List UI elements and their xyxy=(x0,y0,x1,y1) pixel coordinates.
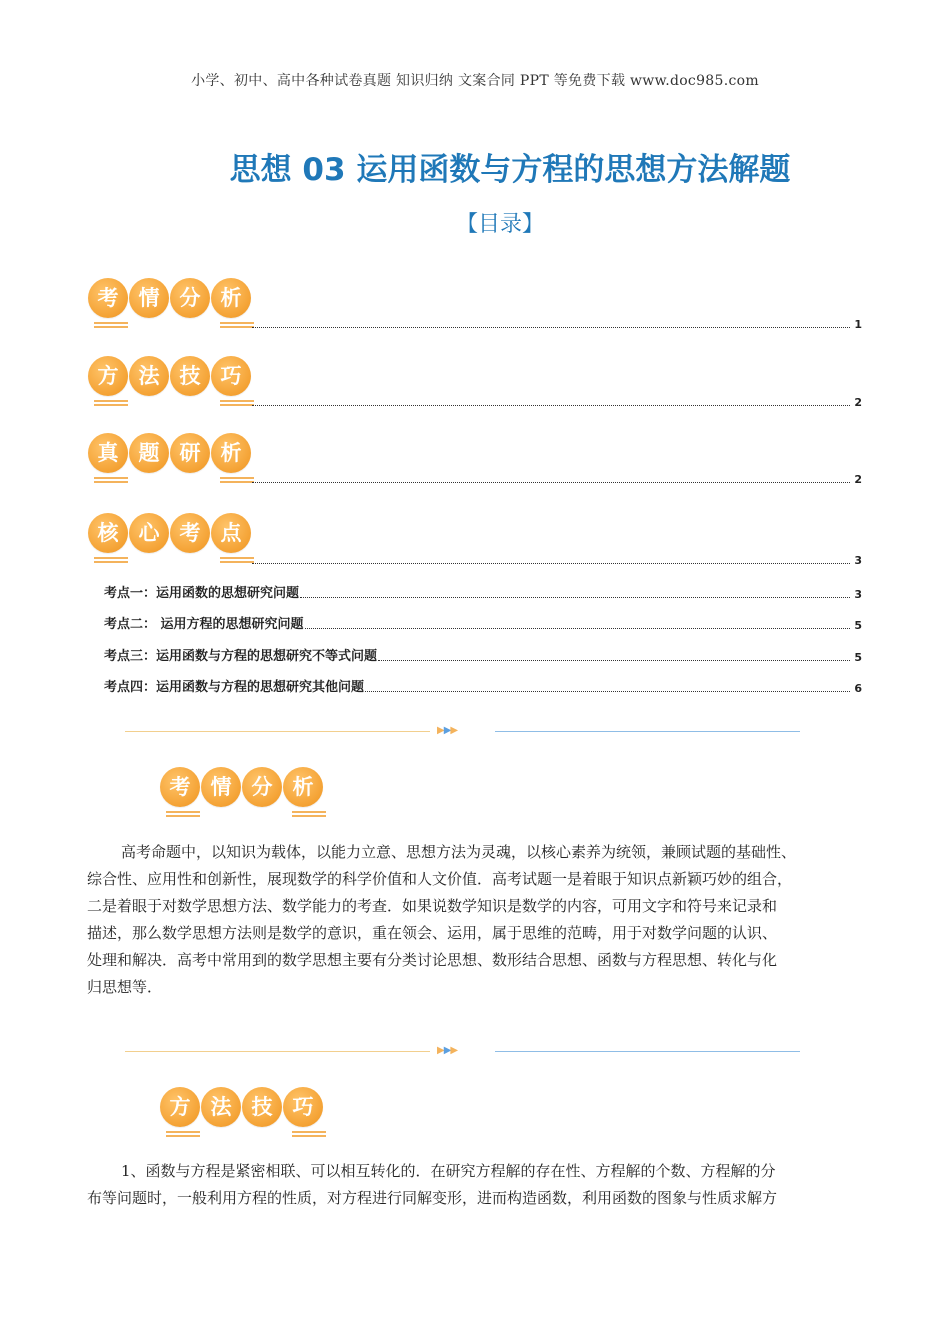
section-divider xyxy=(125,727,800,737)
badge-char: 心 xyxy=(129,513,169,553)
toc-subitem-label: 考点三：运用函数与方程的思想研究不等式问题 xyxy=(104,649,378,664)
toc-page-number: 5 xyxy=(854,651,862,664)
toc-badge-exam-study[interactable] xyxy=(88,433,258,485)
badge-char: 析 xyxy=(283,767,323,807)
badge-underline xyxy=(220,477,254,483)
badge-underline xyxy=(94,400,128,406)
toc-page-number: 6 xyxy=(854,682,862,695)
toc-badge-methods[interactable] xyxy=(88,356,258,408)
toc-page-number: 1 xyxy=(854,318,862,331)
badge-underline xyxy=(166,811,200,817)
badge-underline xyxy=(292,811,326,817)
toc-subitem[interactable] xyxy=(104,645,862,664)
analysis-paragraph xyxy=(87,839,867,1001)
text-line: 二是着眼于对数学思想方法、数学能力的考查．如果说数学知识是数学的内容，可用文字和符号来记录和 xyxy=(87,897,778,915)
toc-page-number: 5 xyxy=(854,619,862,632)
dot-leader xyxy=(305,628,850,629)
badge-underline xyxy=(220,400,254,406)
badge-char: 研 xyxy=(170,433,210,473)
badge-underline xyxy=(94,557,128,563)
badge-char: 技 xyxy=(242,1087,282,1127)
toc-subitem-label: 考点一：运用函数的思想研究问题 xyxy=(104,586,300,601)
toc-heading: 【目录】 xyxy=(455,212,544,237)
toc-page-number: 2 xyxy=(854,473,862,486)
badge-underline xyxy=(220,557,254,563)
toc-entry-core-points[interactable] xyxy=(252,554,862,567)
badge-underline xyxy=(94,477,128,483)
toc-subitem[interactable] xyxy=(104,582,862,601)
dot-leader xyxy=(252,563,850,564)
dot-leader xyxy=(252,327,850,328)
badge-char: 法 xyxy=(201,1087,241,1127)
toc-page-number: 3 xyxy=(854,588,862,601)
badge-char: 析 xyxy=(211,278,251,318)
toc-entry-exam-study[interactable] xyxy=(252,473,862,486)
methods-paragraph xyxy=(87,1158,867,1212)
badge-char: 情 xyxy=(201,767,241,807)
badge-char: 分 xyxy=(242,767,282,807)
text-line: 描述，那么数学思想方法则是数学的意识，重在领会、运用，属于思维的范畴，用于对数学问题的认识、 xyxy=(87,924,778,942)
badge-char: 题 xyxy=(129,433,169,473)
text-line: 处理和解决．高考中常用到的数学思想主要有分类讨论思想、数形结合思想、函数与方程思想、转化与化 xyxy=(87,951,778,969)
badge-underline xyxy=(166,1131,200,1137)
section-badge-analysis xyxy=(160,767,330,819)
divider-arrows-icon: ▶▶▶ xyxy=(437,725,458,736)
toc-page-number: 3 xyxy=(854,554,862,567)
badge-char: 情 xyxy=(129,278,169,318)
badge-char: 巧 xyxy=(283,1087,323,1127)
section-divider xyxy=(125,1047,800,1057)
dot-leader xyxy=(252,482,850,483)
toc-entry-methods[interactable] xyxy=(252,396,862,409)
dot-leader xyxy=(252,405,850,406)
toc-subitem-label: 考点四：运用函数与方程的思想研究其他问题 xyxy=(104,680,365,695)
badge-underline xyxy=(220,322,254,328)
badge-char: 点 xyxy=(211,513,251,553)
toc-subitem[interactable] xyxy=(104,613,862,632)
badge-char: 方 xyxy=(88,356,128,396)
badge-char: 考 xyxy=(88,278,128,318)
badge-char: 方 xyxy=(160,1087,200,1127)
badge-char: 巧 xyxy=(211,356,251,396)
badge-char: 考 xyxy=(170,513,210,553)
document-title: 思想 03 运用函数与方程的思想方法解题 xyxy=(229,152,791,188)
badge-char: 真 xyxy=(88,433,128,473)
page-header: 小学、初中、高中各种试卷真题 知识归纳 文案合同 PPT 等免费下载 www.doc985.com xyxy=(191,73,759,89)
text-line: 1、函数与方程是紧密相联、可以相互转化的．在研究方程解的存在性、方程解的个数、方程解的分 xyxy=(121,1162,776,1180)
dot-leader xyxy=(365,691,850,692)
dot-leader xyxy=(300,597,850,598)
divider-arrows-icon: ▶▶▶ xyxy=(437,1045,458,1056)
toc-entry-analysis[interactable] xyxy=(252,318,862,331)
toc-badge-core-points[interactable] xyxy=(88,513,258,565)
badge-char: 技 xyxy=(170,356,210,396)
dot-leader xyxy=(378,660,850,661)
badge-underline xyxy=(94,322,128,328)
text-line: 高考命题中，以知识为载体，以能力立意、思想方法为灵魂，以核心素养为统领，兼顾试题的基础性、 xyxy=(121,843,797,861)
text-line: 归思想等． xyxy=(87,978,163,996)
badge-char: 核 xyxy=(88,513,128,553)
text-line: 布等问题时，一般利用方程的性质，对方程进行同解变形，进而构造函数，利用函数的图象与性质求解方 xyxy=(87,1189,778,1207)
badge-char: 法 xyxy=(129,356,169,396)
toc-subitem-label: 考点二： 运用方程的思想研究问题 xyxy=(104,617,304,632)
text-line: 综合性、应用性和创新性，展现数学的科学价值和人文价值．高考试题一是着眼于知识点新颖巧妙的组合， xyxy=(87,870,793,888)
badge-underline xyxy=(292,1131,326,1137)
badge-char: 考 xyxy=(160,767,200,807)
toc-page-number: 2 xyxy=(854,396,862,409)
badge-char: 析 xyxy=(211,433,251,473)
toc-subitem[interactable] xyxy=(104,676,862,695)
badge-char: 分 xyxy=(170,278,210,318)
section-badge-methods xyxy=(160,1087,330,1139)
toc-badge-analysis[interactable] xyxy=(88,278,258,330)
